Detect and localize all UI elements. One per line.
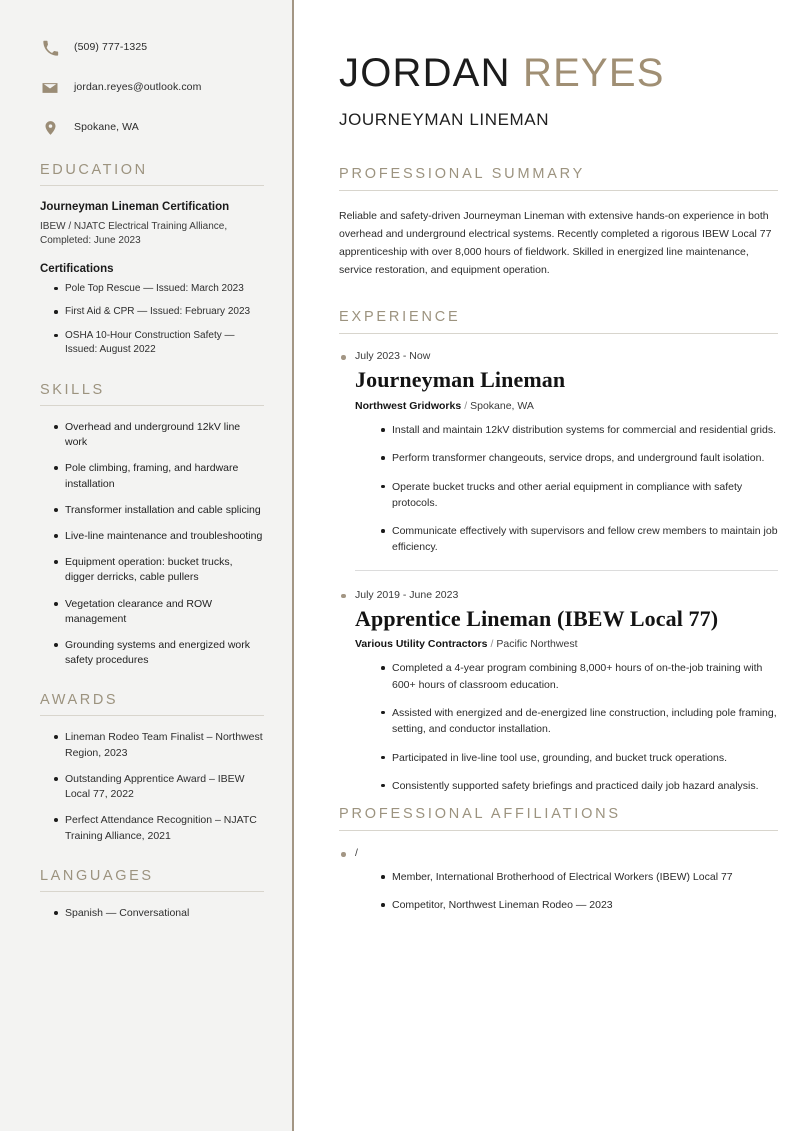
list-item: Pole Top Rescue — Issued: March 2023 bbox=[54, 282, 264, 297]
experience-company: Various Utility Contractors bbox=[355, 638, 488, 651]
phone-icon bbox=[40, 38, 60, 58]
experience-company-line bbox=[339, 400, 778, 412]
list-item: Member, International Brotherhood of Electrical Workers (IBEW) Local 77 bbox=[381, 869, 778, 885]
list-item: Assisted with energized and de-energized line construction, including pole framing, setting, and conductor installation. bbox=[381, 705, 778, 738]
experience-bullets bbox=[339, 422, 778, 556]
summary-heading: PROFESSIONAL SUMMARY bbox=[339, 166, 586, 182]
page-title bbox=[339, 52, 778, 94]
affiliations-list bbox=[339, 869, 778, 914]
languages-list bbox=[40, 906, 264, 921]
awards-heading: AWARDS bbox=[40, 692, 119, 709]
list-item: Communicate effectively with supervisors and fellow crew members to maintain job efficiency. bbox=[381, 523, 778, 556]
list-item: Perfect Attendance Recognition – NJATC Training Alliance, 2021 bbox=[54, 813, 264, 843]
experience-bullets bbox=[339, 660, 778, 794]
list-item: Participated in live-line tool use, grounding, and bucket truck operations. bbox=[381, 750, 778, 766]
awards-heading-rule bbox=[40, 715, 264, 716]
skills-list bbox=[40, 420, 264, 669]
experience-role: Journeyman Lineman bbox=[355, 367, 566, 393]
experience-location: Pacific Northwest bbox=[496, 638, 578, 651]
list-item: Consistently supported safety briefings and practiced daily job hazard analysis. bbox=[381, 778, 778, 794]
list-item: OSHA 10-Hour Construction Safety — Issued: August 2022 bbox=[54, 329, 264, 358]
skills-heading-rule bbox=[40, 405, 264, 406]
experience-divider bbox=[355, 570, 778, 571]
headline-job-title: JOURNEYMAN LINEMAN bbox=[339, 110, 550, 129]
experience-date: July 2023 - Now bbox=[339, 350, 778, 362]
experience-entry bbox=[339, 589, 778, 794]
affiliations-group bbox=[339, 847, 778, 914]
list-item: Competitor, Northwest Lineman Rodeo — 2023 bbox=[381, 897, 778, 913]
list-item: Equipment operation: bucket trucks, digger derricks, cable pullers bbox=[54, 555, 264, 585]
languages-heading: LANGUAGES bbox=[40, 867, 154, 884]
contact-phone bbox=[40, 38, 264, 58]
list-item: Spanish — Conversational bbox=[54, 906, 264, 921]
experience-section bbox=[339, 309, 778, 794]
education-institution: IBEW / NJATC Electrical Training Alliance, Completed: June 2023 bbox=[40, 220, 228, 247]
certifications-label: Certifications bbox=[40, 262, 114, 275]
envelope-icon bbox=[40, 78, 60, 98]
list-item: Install and maintain 12kV distribution systems for commercial and residential grids. bbox=[381, 422, 778, 438]
education-degree: Journeyman Lineman Certification bbox=[40, 201, 230, 213]
list-item: Outstanding Apprentice Award – IBEW Local 77, 2022 bbox=[54, 772, 264, 802]
languages-heading-rule bbox=[40, 891, 264, 892]
contact-email bbox=[40, 78, 264, 98]
list-item: Lineman Rodeo Team Finalist – Northwest Region, 2023 bbox=[54, 730, 264, 760]
sidebar bbox=[0, 0, 294, 1131]
certifications-list bbox=[40, 282, 264, 358]
location-value: Spokane, WA bbox=[74, 121, 139, 134]
experience-location: Spokane, WA bbox=[470, 400, 534, 413]
list-item: Perform transformer changeouts, service drops, and underground fault isolation. bbox=[381, 450, 778, 466]
summary-text: Reliable and safety-driven Journeyman Lineman with extensive hands-on experience in both overhead and underground electrical systems. Recently completed a rigorous IBEW Local 77 apprenticeship with over 8,000 hours of fieldwork. Skilled in energized line maintenance, service restoration, and equipment operation. bbox=[339, 210, 772, 277]
languages-section bbox=[40, 868, 264, 921]
company-location-separator: / bbox=[464, 400, 468, 413]
awards-list bbox=[40, 730, 264, 843]
education-heading-rule bbox=[40, 185, 264, 186]
experience-heading: EXPERIENCE bbox=[339, 309, 461, 326]
experience-date: July 2019 - June 2023 bbox=[339, 589, 778, 601]
affiliations-lead: / bbox=[339, 847, 778, 859]
main-column bbox=[294, 0, 800, 1131]
experience-company: Northwest Gridworks bbox=[355, 400, 462, 413]
list-item: Operate bucket trucks and other aerial equipment in compliance with safety protocols. bbox=[381, 479, 778, 512]
location-pin-icon bbox=[40, 118, 60, 138]
phone-value: (509) 777-1325 bbox=[74, 41, 148, 54]
summary-heading-rule bbox=[339, 190, 778, 191]
contact-location bbox=[40, 118, 264, 138]
affiliations-heading-rule bbox=[339, 830, 778, 831]
list-item: Transformer installation and cable splicing bbox=[54, 503, 264, 518]
list-item: Grounding systems and energized work safety procedures bbox=[54, 638, 264, 668]
company-location-separator: / bbox=[490, 638, 494, 651]
list-item: Pole climbing, framing, and hardware installation bbox=[54, 461, 264, 491]
affiliations-section bbox=[339, 806, 778, 914]
experience-entry bbox=[339, 350, 778, 555]
summary-section bbox=[339, 166, 778, 279]
skills-section bbox=[40, 382, 264, 669]
contact-list bbox=[40, 38, 264, 138]
list-item: Vegetation clearance and ROW management bbox=[54, 597, 264, 627]
first-name: JORDAN bbox=[339, 51, 511, 95]
experience-heading-rule bbox=[339, 333, 778, 334]
list-item: Live-line maintenance and troubleshooting bbox=[54, 529, 264, 544]
last-name: REYES bbox=[522, 51, 665, 95]
skills-heading: SKILLS bbox=[40, 381, 105, 398]
awards-section bbox=[40, 692, 264, 843]
education-heading: EDUCATION bbox=[40, 162, 148, 178]
list-item: Overhead and underground 12kV line work bbox=[54, 420, 264, 450]
email-value: jordan.reyes@outlook.com bbox=[74, 81, 202, 94]
experience-role: Apprentice Lineman (IBEW Local 77) bbox=[355, 605, 719, 631]
affiliations-heading: PROFESSIONAL AFFILIATIONS bbox=[339, 806, 621, 823]
education-section bbox=[40, 162, 264, 358]
list-item: First Aid & CPR — Issued: February 2023 bbox=[54, 305, 264, 320]
list-item: Completed a 4-year program combining 8,000+ hours of on-the-job training with 600+ hours of classroom education. bbox=[381, 660, 778, 693]
experience-company-line bbox=[339, 638, 778, 650]
